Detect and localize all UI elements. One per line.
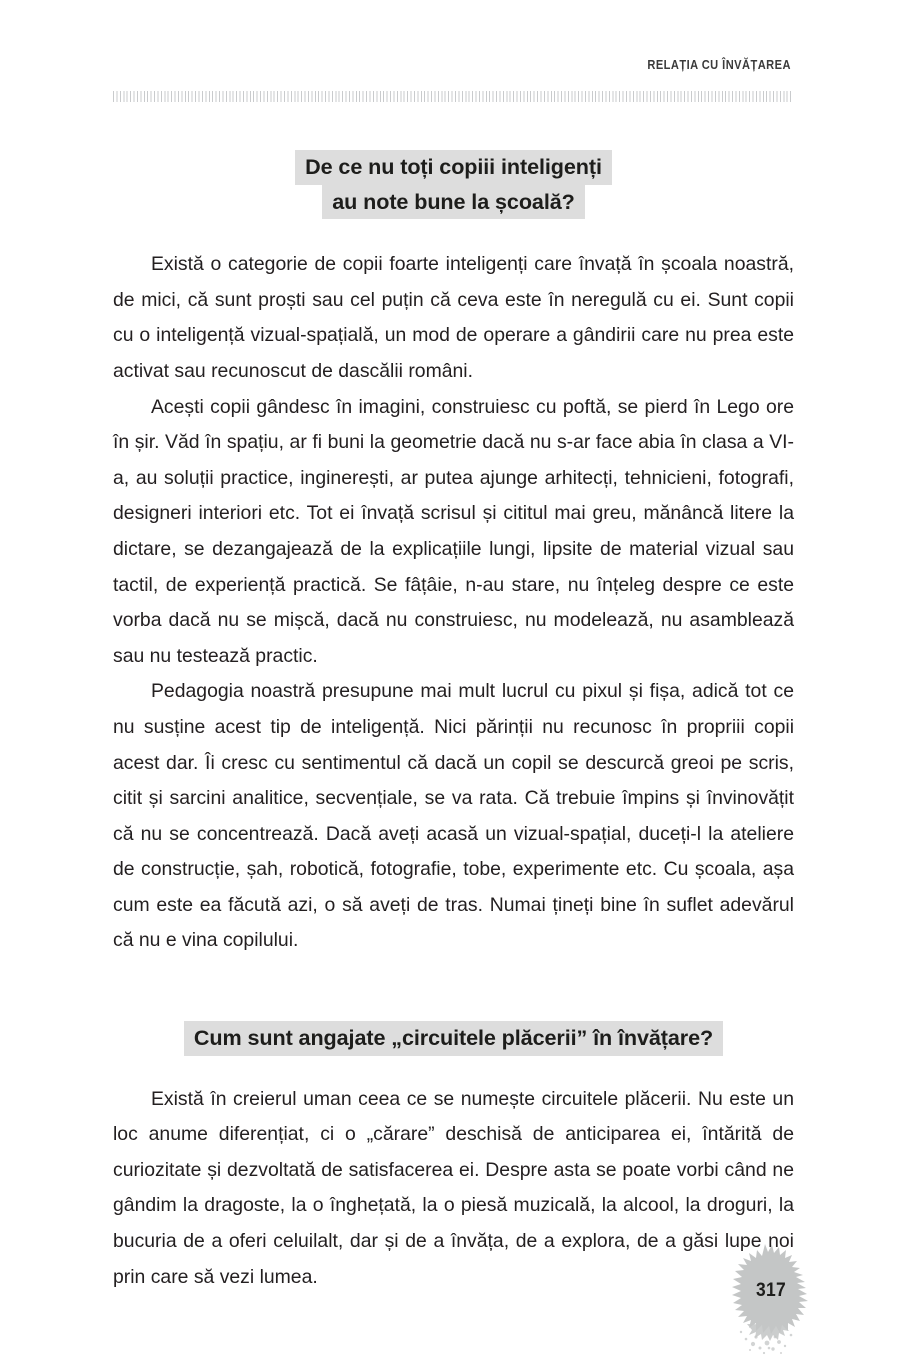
page-content <box>113 150 794 1295</box>
paragraph: Acești copii gândesc în imagini, construiesc cu poftă, se pierd în Lego ore în șir. Văd în spațiu, ar fi buni la geometrie dacă nu s-ar face abia în clasa a VI-a, au soluții practice, inginerești, ar putea ajunge arhitecți, tehnicieni, fotografi, designeri interiori etc. Tot ei învață scrisul și cititul mai greu, mănâncă litere la dictare, se dezangajează de la explicațiile lungi, lipsite de material vizual sau tactil, de experiență practică. Se fâțâie, n-au stare, nu înțeleg despre ce este vorba dacă nu se mișcă, dacă nu construiesc, nu modelează, nu asamblează sau nu testează practic. <box>113 395 794 667</box>
running-head-text: RELAȚIA CU ÎNVĂȚAREA <box>647 57 791 72</box>
paragraph: Pedagogia noastră presupune mai mult lucrul cu pixul și fișa, adică tot ce nu susține acest tip de inteligență. Nici părinții nu recunosc în propriii copii acest dar. Îi cresc cu sentimentul că dacă un copil se descurcă greoi pe scris, citit și sarcini analitice, secvențiale, se va rata. Că trebuie împins și învinovățit că nu se concentrează. Dacă aveți acasă un vizual-spațial, duceți-l la ateliere de construcție, șah, robotică, fotografie, tobe, experimente etc. Cu școala, așa cum este ea făcută azi, o să aveți de tras. Numai țineți bine în suflet adevărul că nu e vina copilului. <box>113 680 794 952</box>
header-tick-rule <box>113 91 791 102</box>
page-folio <box>711 1236 831 1358</box>
paragraph: Există o categorie de copii foarte inteligenți care învață în școala noastră, de mici, că sunt proști sau cel puțin că ceva este în neregulă cu ei. Sunt copii cu o inteligență vizual-spațială, un mod de operare a gândirii care nu prea este activat sau recunoscut de dascălii români. <box>113 253 794 382</box>
paragraph: Există în creierul uman ceea ce se numește circuitele plăcerii. Nu este un loc anume diferențiat, ci o „cărare” deschisă de anticiparea ei, întărită de curiozitate și dezvoltată de satisfacerea ei. Despre asta se poate vorbi când ne gândim la dragoste, la o înghețată, la o piesă muzicală, la alcool, la droguri, la bucuria de a oferi celuilalt, dar și de a învăța, de a explora, de a găsi lupe noi prin care să vezi lumea. <box>113 1087 794 1288</box>
running-head <box>113 56 791 74</box>
section-heading-1 <box>113 150 794 219</box>
section-heading-1-line-2: au note bune la școală? <box>322 185 585 220</box>
section-heading-2-line-1: Cum sunt angajate „circuitele plăcerii” în învățare? <box>184 1021 723 1056</box>
page-number: 317 <box>755 1280 786 1301</box>
section-heading-1-line-1: De ce nu toți copiii inteligenți <box>295 150 612 185</box>
section-heading-2 <box>113 1021 794 1056</box>
